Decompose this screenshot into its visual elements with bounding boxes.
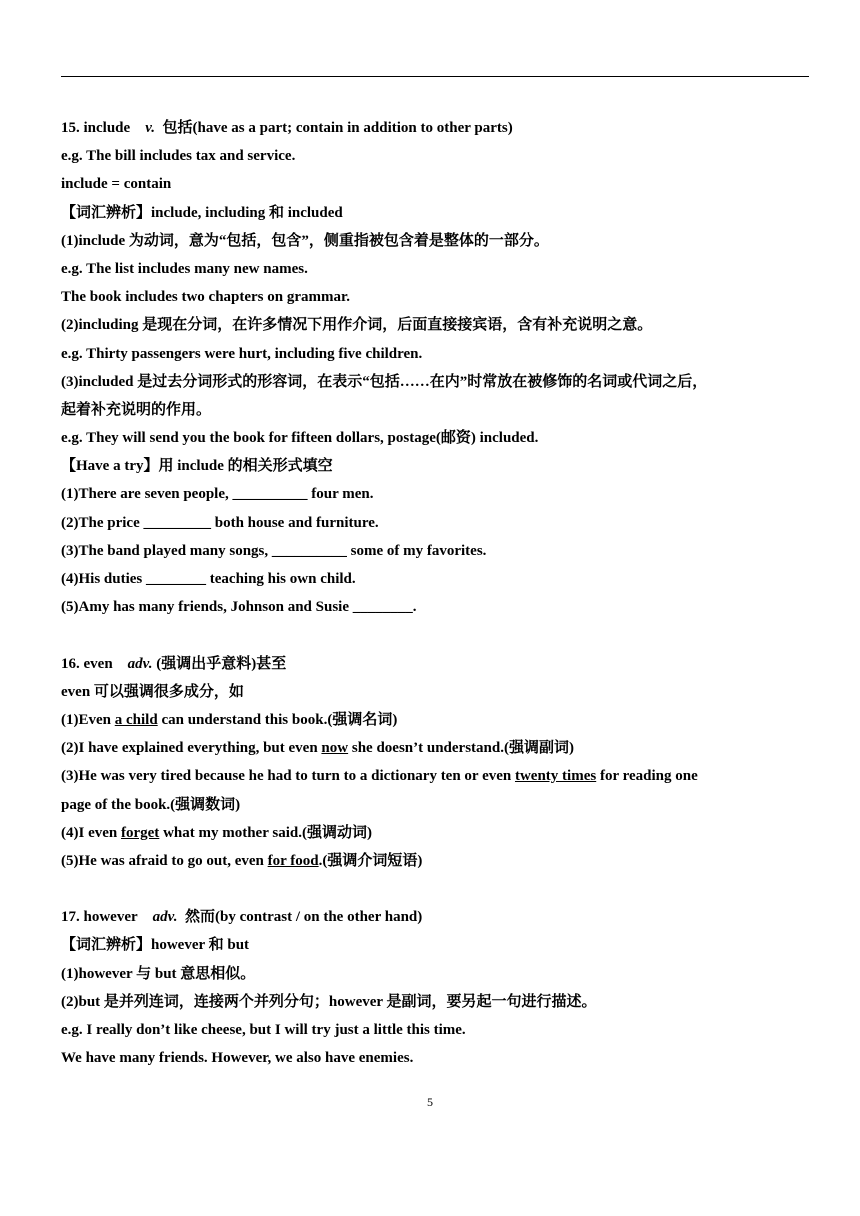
s16-example-2 xyxy=(61,734,811,762)
s16-intro: even 可以强调很多成分，如 xyxy=(61,683,244,700)
s17-heading-pos: adv. xyxy=(152,909,178,926)
s16-example-1-pre: (1)Even xyxy=(61,711,115,728)
s17-example-1: e.g. I really don’t like cheese, but I will try just a little this time. xyxy=(61,1022,466,1038)
s16-example-4 xyxy=(61,819,811,847)
s15-question-5: (5)Amy has many friends, Johnson and Susie ________. xyxy=(61,599,417,616)
s16-example-5-underlined: for food xyxy=(267,852,319,869)
section-gap xyxy=(61,621,811,649)
s16-example-2-post: she doesn’t understand.(强调副词) xyxy=(348,740,574,757)
s16-heading-pos: adv. xyxy=(127,655,153,672)
s15-question-3: (3)The band played many songs, __________ some of my favorites. xyxy=(61,542,487,559)
s16-example-4-pre: (4)I even xyxy=(61,824,121,841)
s16-example-3-underlined: twenty times xyxy=(514,768,597,785)
s16-example-1 xyxy=(61,706,811,734)
page-content xyxy=(61,114,811,1072)
s16-heading xyxy=(61,650,811,678)
s15-heading-word: 15. include xyxy=(61,120,131,136)
s16-example-1-underlined: a child xyxy=(114,711,158,728)
s15-point-1: (1)include 为动词，意为“包括，包含”，侧重指被包含着是整体的一部分。 xyxy=(61,232,549,249)
s16-example-5 xyxy=(61,847,811,875)
s16-example-4-underlined: forget xyxy=(121,824,160,841)
s17-example-2: We have many friends. However, we also have enemies. xyxy=(61,1050,414,1067)
s16-heading-def: (强调出乎意料)甚至 xyxy=(156,655,287,672)
s16-example-3-continued: page of the book.(强调数词) xyxy=(61,796,241,813)
s16-example-4-post: what my mother said.(强调动词) xyxy=(159,824,372,841)
s15-point-3-continued: 起着补充说明的作用。 xyxy=(61,401,212,418)
s16-example-3-pre: (3)He was very tired because he had to turn to a dictionary ten or even xyxy=(61,768,515,785)
s15-question-1: (1)There are seven people, __________ four men. xyxy=(61,486,374,503)
s15-heading-def: 包括(have as a part; contain in addition to other parts) xyxy=(162,120,513,136)
section-gap xyxy=(61,875,811,903)
s17-point-2: (2)but 是并列连词，连接两个并列分句；however 是副词，要另起一句进行描述。 xyxy=(61,993,597,1010)
s15-heading-pos: v. xyxy=(145,120,156,136)
s15-point-1-example-1: e.g. The list includes many new names. xyxy=(61,260,308,277)
s17-heading-word: 17. however xyxy=(61,909,138,926)
s15-point-2-example: e.g. Thirty passengers were hurt, including five children. xyxy=(61,345,423,362)
s16-example-3 xyxy=(61,762,811,790)
header-rule xyxy=(61,76,809,77)
s16-example-3-post: for reading one xyxy=(596,768,698,785)
s15-question-2: (2)The price _________ both house and furniture. xyxy=(61,514,379,531)
s15-heading xyxy=(61,114,811,142)
s15-analysis-title: 【词汇辨析】include, including 和 included xyxy=(61,204,343,221)
s15-question-4: (4)His duties ________ teaching his own child. xyxy=(61,571,356,587)
s15-point-1-example-2: The book includes two chapters on grammar. xyxy=(61,289,351,306)
s17-heading xyxy=(61,903,811,931)
s15-synonym: include = contain xyxy=(61,176,172,193)
page-number: 5 xyxy=(427,1095,433,1109)
s15-example: e.g. The bill includes tax and service. xyxy=(61,148,296,165)
s16-example-5-pre: (5)He was afraid to go out, even xyxy=(61,852,268,869)
s15-try-title: 【Have a try】用 include 的相关形式填空 xyxy=(61,458,333,475)
s15-point-3-example: e.g. They will send you the book for fifteen dollars, postage(邮资) included. xyxy=(61,430,539,447)
s16-example-2-pre: (2)I have explained everything, but even xyxy=(61,740,322,757)
s17-heading-def: 然而(by contrast / on the other hand) xyxy=(185,909,423,926)
s16-example-2-underlined: now xyxy=(321,740,349,757)
s17-analysis-title: 【词汇辨析】however 和 but xyxy=(61,937,250,954)
s17-point-1: (1)however 与 but 意思相似。 xyxy=(61,965,256,982)
s16-example-5-post: .(强调介词短语) xyxy=(318,852,423,869)
s16-example-1-post: can understand this book.(强调名词) xyxy=(157,711,398,728)
s15-point-3: (3)included 是过去分词形式的形容词，在表示“包括……在内”时常放在被修饰的名词或代词之后， xyxy=(61,373,708,390)
s15-point-2: (2)including 是现在分词，在许多情况下用作介词，后面直接接宾语，含有补充说明之意。 xyxy=(61,317,653,334)
s16-heading-word: 16. even xyxy=(61,655,113,672)
